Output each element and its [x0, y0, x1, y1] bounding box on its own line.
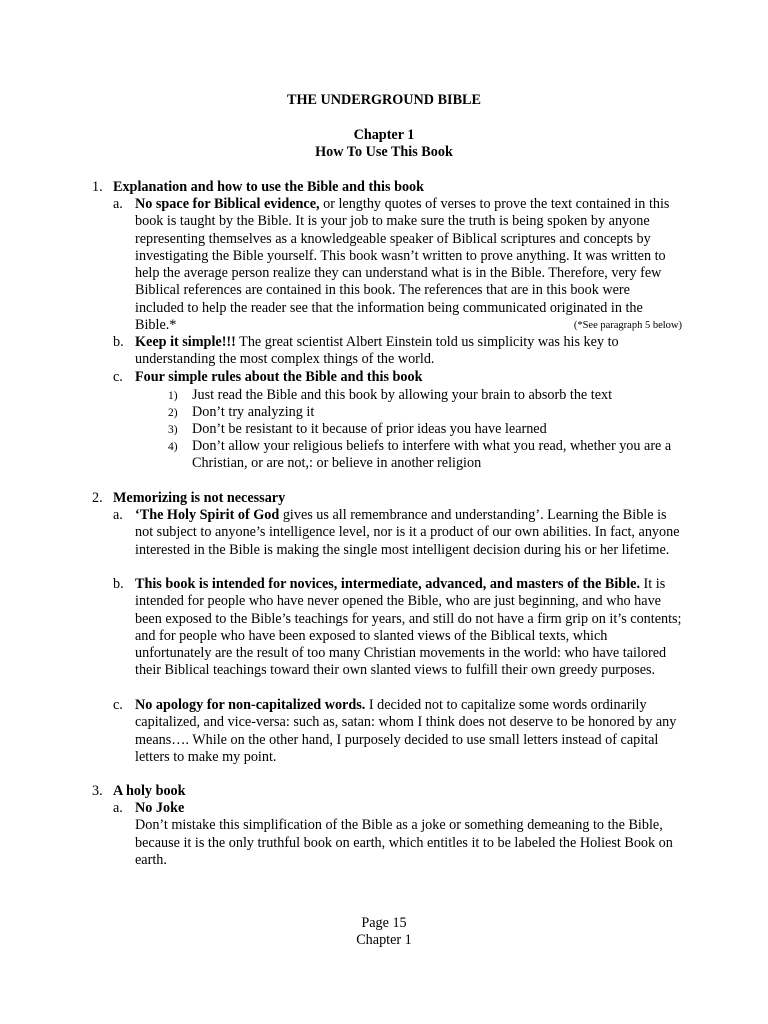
item-text: Don’t mistake this simplification of the Bible as a joke or something demeaning to the Bible, because it is the only truthful book on earth, which entitles it to be labeled the Holiest Book on earth. — [135, 817, 673, 868]
rule-3 — [92, 421, 682, 438]
rule-4 — [92, 438, 682, 473]
item-text: It is intended for people who have never opened the Bible, who are just beginning, and who have been exposed to the Bible’s teachings for years, and still do not have a firm grip on it’s contents; and for people who have been exposed to slanted views of the Biblical texts, which unfortunately are the result of too many Christian movements in the world: who have tailored their Biblical teachings toward their own slanted views to fulfill their own greedy purposes. — [135, 576, 682, 679]
item-text: The great scientist Albert Einstein told us simplicity was his key to understanding the most complex things of the world. — [135, 334, 619, 368]
section-title: Memorizing is not necessary — [113, 490, 286, 506]
rule-text: Don’t allow your religious beliefs to interfere with what you read, whether you are a Christian, or are not,: or believe in another religion — [192, 438, 672, 472]
page-number: Page 15 — [361, 915, 407, 931]
item-lead: ‘The Holy Spirit of God — [135, 507, 280, 523]
section-2-item-c — [92, 697, 682, 766]
item-letter: c. — [113, 369, 123, 385]
section-3-item-a — [92, 800, 682, 869]
item-lead: No Joke — [135, 800, 185, 816]
rule-2 — [92, 404, 682, 421]
item-lead: No space for Biblical evidence, — [135, 196, 320, 212]
item-text: I decided not to capitalize some words ordinarily capitalized, and vice-versa: such as, satan: whom I think does not deserve to be honored by any means…. While on the other hand, I purposely decided to use small letters instead of capital letters to make my point. — [135, 697, 677, 765]
item-lead: Four simple rules about the Bible and this book — [135, 369, 423, 385]
item-lead: Keep it simple!!! — [135, 334, 236, 350]
item-letter: a. — [113, 507, 123, 523]
rule-number: 4) — [168, 441, 178, 453]
item-letter: b. — [113, 334, 124, 350]
item-letter: a. — [113, 800, 123, 816]
rule-number: 1) — [168, 390, 178, 402]
section-2-item-a — [92, 507, 682, 559]
rule-text: Just read the Bible and this book by allowing your brain to absorb the text — [192, 387, 613, 403]
rule-1 — [92, 387, 682, 404]
item-letter: b. — [113, 576, 124, 592]
footnote-reference: (*See paragraph 5 below) — [573, 320, 682, 332]
item-text: gives us all remembrance and understanding’. Learning the Bible is not subject to anyone’s intelligence level, nor is it a product of our own abilities. In fact, anyone interested in the Bible is making the single most intelligent decision during his or her lifetime. — [135, 507, 680, 558]
section-1-item-b — [92, 334, 682, 369]
chapter-title: How To Use This Book — [315, 144, 453, 160]
section-number: 1. — [92, 179, 103, 195]
rule-text: Don’t try analyzing it — [192, 404, 315, 420]
section-number: 3. — [92, 783, 103, 799]
section-title: Explanation and how to use the Bible and this book — [113, 179, 425, 195]
section-1-item-a — [92, 196, 682, 334]
rule-number: 3) — [168, 424, 178, 436]
footer-chapter: Chapter 1 — [356, 932, 412, 948]
rule-number: 2) — [168, 407, 178, 419]
item-text: or lengthy quotes of verses to prove the text contained in this book is taught by the Bible. It is your job to make sure the truth is being spoken by anyone representing themselves as a knowledgeable speaker of Biblical scriptures and concepts by investigating the Bible yourself. This book wasn’t written to prove anything. It was written to help the average person realize they can understand what is in the Bible. Therefore, very few Biblical references are contained in this book. The references that are in this book were included to help the reader see that the information being communicated originated in the Bible.* — [135, 196, 670, 334]
section-2-item-b — [92, 576, 682, 680]
section-title: A holy book — [113, 783, 186, 799]
section-number: 2. — [92, 490, 103, 506]
rule-text: Don’t be resistant to it because of prior ideas you have learned — [192, 421, 547, 437]
chapter-number: Chapter 1 — [353, 127, 415, 143]
section-1-item-c — [92, 369, 682, 386]
item-lead: No apology for non-capitalized words. — [135, 697, 366, 713]
item-lead: This book is intended for novices, intermediate, advanced, and masters of the Bible. — [135, 576, 640, 592]
item-letter: c. — [113, 697, 123, 713]
book-title: THE UNDERGROUND BIBLE — [287, 92, 481, 108]
item-letter: a. — [113, 196, 123, 212]
